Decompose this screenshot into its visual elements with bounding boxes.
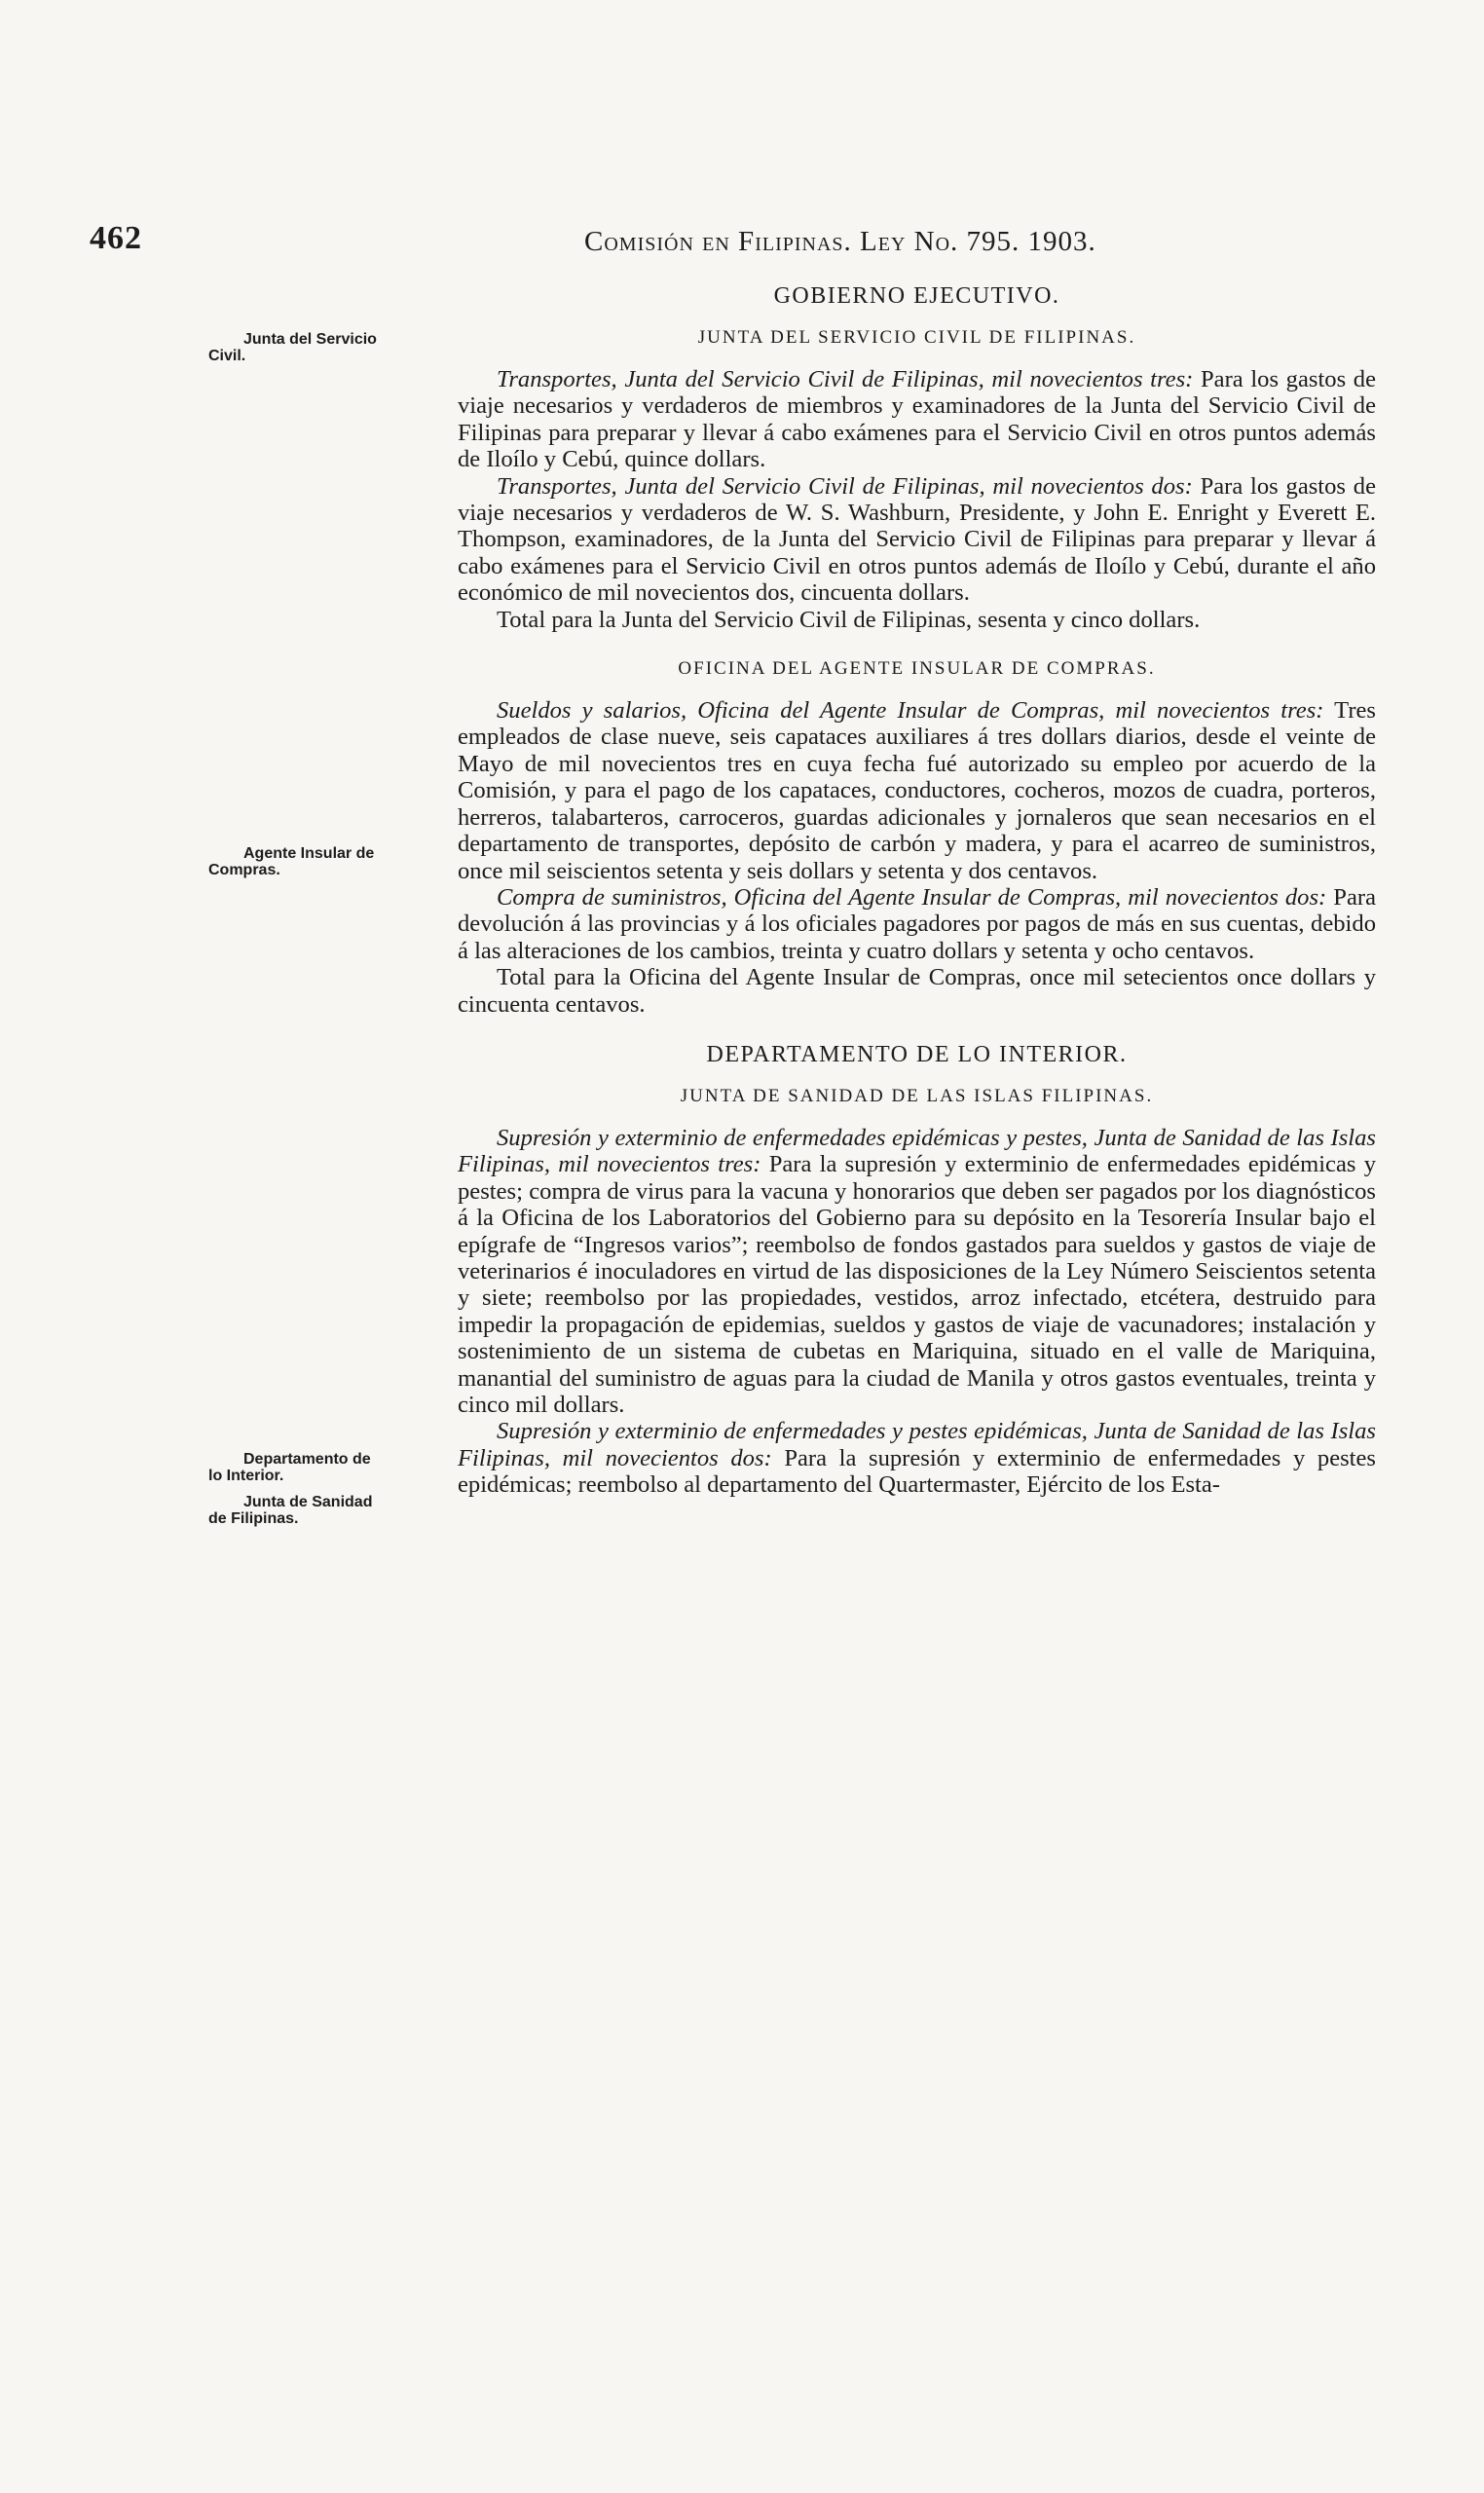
paragraph-total-agente-insular: [458, 964, 1376, 1018]
running-header: Comisión en Filipinas. Ley No. 795. 1903.: [584, 226, 1096, 257]
main-text-column: [458, 280, 1376, 1499]
paragraph-text: Para devolución á las provincias y á los oficiales pagadores por pagos de más en sus cuentas, debido á las alteraciones de los cambios, treinta y cuatro dollars y setenta y ocho centavos.: [458, 883, 1376, 964]
margin-note-junta-sanidad: [208, 1494, 452, 1527]
paragraph-supresion-1902: [458, 1418, 1376, 1498]
paragraph-heading-italic: Supresión y exterminio de enfermedades epidémicas y pestes, Junta de Sanidad de las Islas Filipinas, mil novecientos tres:: [458, 1124, 1376, 1178]
paragraph-heading-italic: Supresión y exterminio de enfermedades y pestes epidémicas, Junta de Sanidad de las Islas Filipinas, mil novecientos dos:: [458, 1418, 1376, 1471]
paragraph-heading-italic: Transportes, Junta del Servicio Civil de Filipinas, mil novecientos tres:: [497, 366, 1194, 392]
heading-departamento-interior: DEPARTAMENTO DE LO INTERIOR.: [706, 1041, 1128, 1067]
paragraph-transportes-1903: [458, 366, 1376, 473]
margin-note-line: Junta del Servicio: [243, 331, 377, 348]
margin-note-line: de Filipinas.: [208, 1510, 299, 1527]
paragraph-compra-suministros: [458, 884, 1376, 964]
heading-gobierno-ejecutivo: GOBIERNO EJECUTIVO.: [773, 283, 1060, 309]
page-number: 462: [90, 220, 142, 256]
paragraph-text: Total para la Junta del Servicio Civil de Filipinas, sesenta y cinco dollars.: [497, 606, 1201, 633]
paragraph-text: Para los gastos de viaje necesarios y verdaderos de W. S. Washburn, Presidente, y John E. Enright y Everett E. Thompson, examinadores, de la Junta del Servicio Civil de Filipinas para preparar y llevar á cabo exámenes para el Servicio Civil en otros puntos además de Iloílo y Cebú, durante el año económico de mil novecientos dos, cincuenta dollars.: [458, 472, 1376, 607]
paragraph-heading-italic: Compra de suministros, Oficina del Agente Insular de Compras, mil novecientos dos:: [497, 883, 1327, 911]
margin-note-line: Junta de Sanidad: [243, 1494, 373, 1510]
margin-note-junta-servicio-civil: [208, 331, 452, 364]
paragraph-text: Tres empleados de clase nueve, seis capataces auxiliares á tres dollars diarios, desde el veinte de Mayo de mil novecientos tres en cuya fecha fué autorizado su empleo por acuerdo de la Comisión, y para el pago de los capataces, conductores, cocheros, mozos de cuadra, porteros, herreros, talabarteros, carroceros, guardas adicionales y jornaleros que sean necesarios en el departamento de transportes, depósito de carbón y madera, y para el acarreo de suministros, once mil seiscientos setenta y seis dollars y setenta y dos centavos.: [458, 697, 1376, 884]
margin-note-line: Departamento de: [243, 1451, 371, 1468]
paragraph-text: Para la supresión y exterminio de enfermedades epidémicas y pestes; compra de virus para la vacuna y honorarios que deben ser pagados por los diagnósticos á la Oficina de los Laboratorios del Gobierno para su depósito en la Tesorería Insular bajo el epígrafe de “Ingresos varios”; reembolso de fondos gastados para sueldos y gastos de viaje de veterinarios é inoculadores en virtud de las disposiciones de la Ley Número Seiscientos setenta y siete; reembolso por las propiedades, vestidos, arroz infectado, etcétera, destruido para impedir la propagación de epidemias, sueldos y gastos de viaje de vacunadores; instalación y sostenimiento de un sistema de cubetas en Mariquina, situado en el valle de Mariquina, manantial del suministro de aguas para la ciudad de Manila y otros gastos eventuales, treinta y cinco mil dollars.: [458, 1151, 1377, 1418]
paragraph-heading-italic: Transportes, Junta del Servicio Civil de Filipinas, mil novecientos dos:: [497, 472, 1193, 500]
margin-note-line: Civil.: [208, 348, 246, 364]
margin-note-line: lo Interior.: [208, 1468, 284, 1484]
paragraph-total-junta-civil: [458, 607, 1376, 633]
heading-junta-sanidad: JUNTA DE SANIDAD DE LAS ISLAS FILIPINAS.: [680, 1085, 1154, 1106]
paragraph-heading-italic: Sueldos y salarios, Oficina del Agente Insular de Compras, mil novecientos tres:: [497, 697, 1324, 725]
heading-oficina-agente-insular: OFICINA DEL AGENTE INSULAR DE COMPRAS.: [678, 658, 1156, 680]
margin-note-line: Agente Insular de: [243, 845, 375, 862]
paragraph-text: Para los gastos de viaje necesarios y verdaderos de miembros y examinadores de la Junta del Servicio Civil de Filipinas para preparar y llevar á cabo exámenes para el Servicio Civil en otros puntos además de Iloílo y Cebú, quince dollars.: [458, 366, 1376, 473]
paragraph-supresion-1903: [458, 1125, 1376, 1418]
margin-note-line: Compras.: [208, 862, 280, 878]
margin-note-departamento-interior: [208, 1451, 452, 1484]
paragraph-transportes-1902: [458, 473, 1376, 607]
heading-junta-servicio-civil: JUNTA DEL SERVICIO CIVIL DE FILIPINAS.: [697, 327, 1136, 348]
paragraph-sueldos-salarios: [458, 697, 1376, 884]
paragraph-text: Para la supresión y exterminio de enfermedades y pestes epidémicas; reembolso al departamento del Quartermaster, Ejército de los Esta-: [458, 1444, 1376, 1499]
margin-note-agente-insular: [208, 845, 452, 878]
paragraph-text: Total para la Oficina del Agente Insular de Compras, once mil setecientos once dollars y cincuenta centavos.: [458, 964, 1376, 1018]
